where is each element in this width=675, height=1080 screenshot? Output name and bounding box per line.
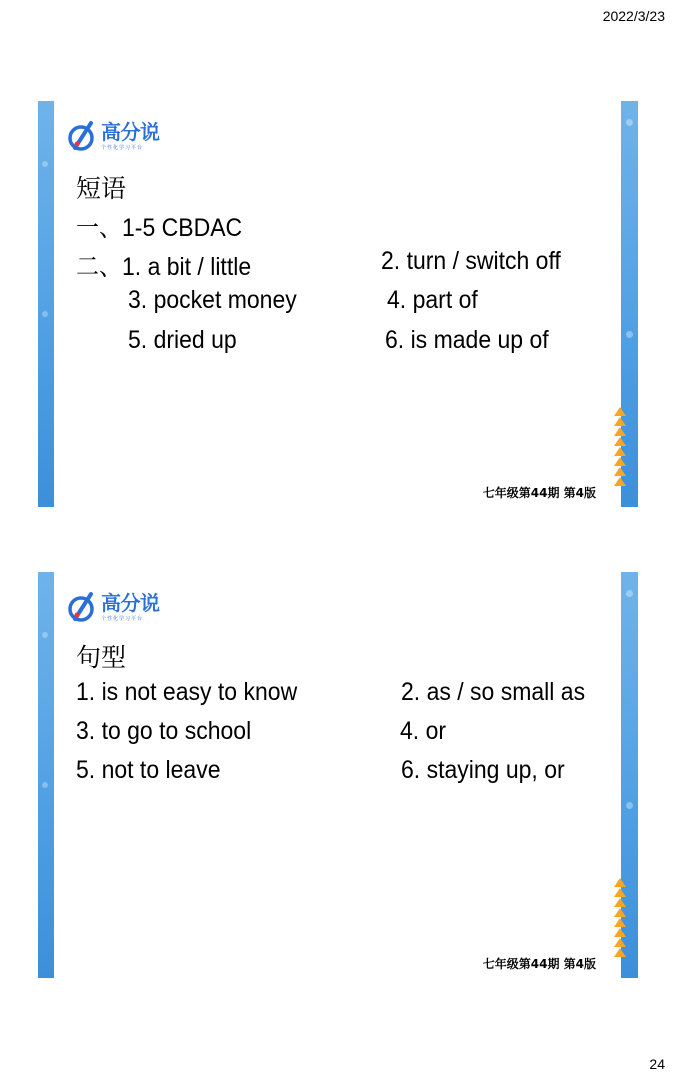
left-decor-bar <box>38 572 54 978</box>
page-date: 2022/3/23 <box>602 8 665 24</box>
answer-line: 4. part of <box>387 286 478 314</box>
logo-icon <box>66 589 98 625</box>
brand-name: 高分说 <box>101 591 160 615</box>
slide-title: 短语 <box>76 174 127 203</box>
logo-icon <box>66 118 98 154</box>
brand-slogan: 个性化学习平台 <box>101 616 144 622</box>
answer-line: 4. or <box>400 717 447 745</box>
answer-line: 3. pocket money <box>128 286 297 314</box>
answer-line: 一、1-5 CBDAC <box>76 214 243 242</box>
triangle-decor <box>614 878 626 958</box>
answer-line: 6. is made up of <box>385 326 549 354</box>
answer-line: 2. turn / switch off <box>381 247 561 275</box>
slide-phrases <box>38 101 638 507</box>
brand-logo <box>66 118 160 154</box>
brand-name: 高分说 <box>101 120 160 144</box>
slide-sentences <box>38 572 638 978</box>
brand-logo <box>66 589 160 625</box>
brand-slogan: 个性化学习平台 <box>101 145 144 151</box>
answer-line: 3. to go to school <box>76 717 252 745</box>
answer-line: 5. not to leave <box>76 756 221 784</box>
left-decor-bar <box>38 101 54 507</box>
answer-line: 2. as / so small as <box>401 678 586 706</box>
answer-line: 6. staying up, or <box>401 756 565 784</box>
answer-line: 1. is not easy to know <box>76 678 298 706</box>
answer-line: 5. dried up <box>128 326 237 354</box>
issue-footer: 七年级第44期 第4版 <box>482 486 596 500</box>
slide-title: 句型 <box>76 643 127 672</box>
triangle-decor <box>614 407 626 487</box>
issue-footer: 七年级第44期 第4版 <box>482 957 596 971</box>
page-number: 24 <box>649 1056 665 1072</box>
answer-line: 二、1. a bit / little <box>76 253 252 281</box>
